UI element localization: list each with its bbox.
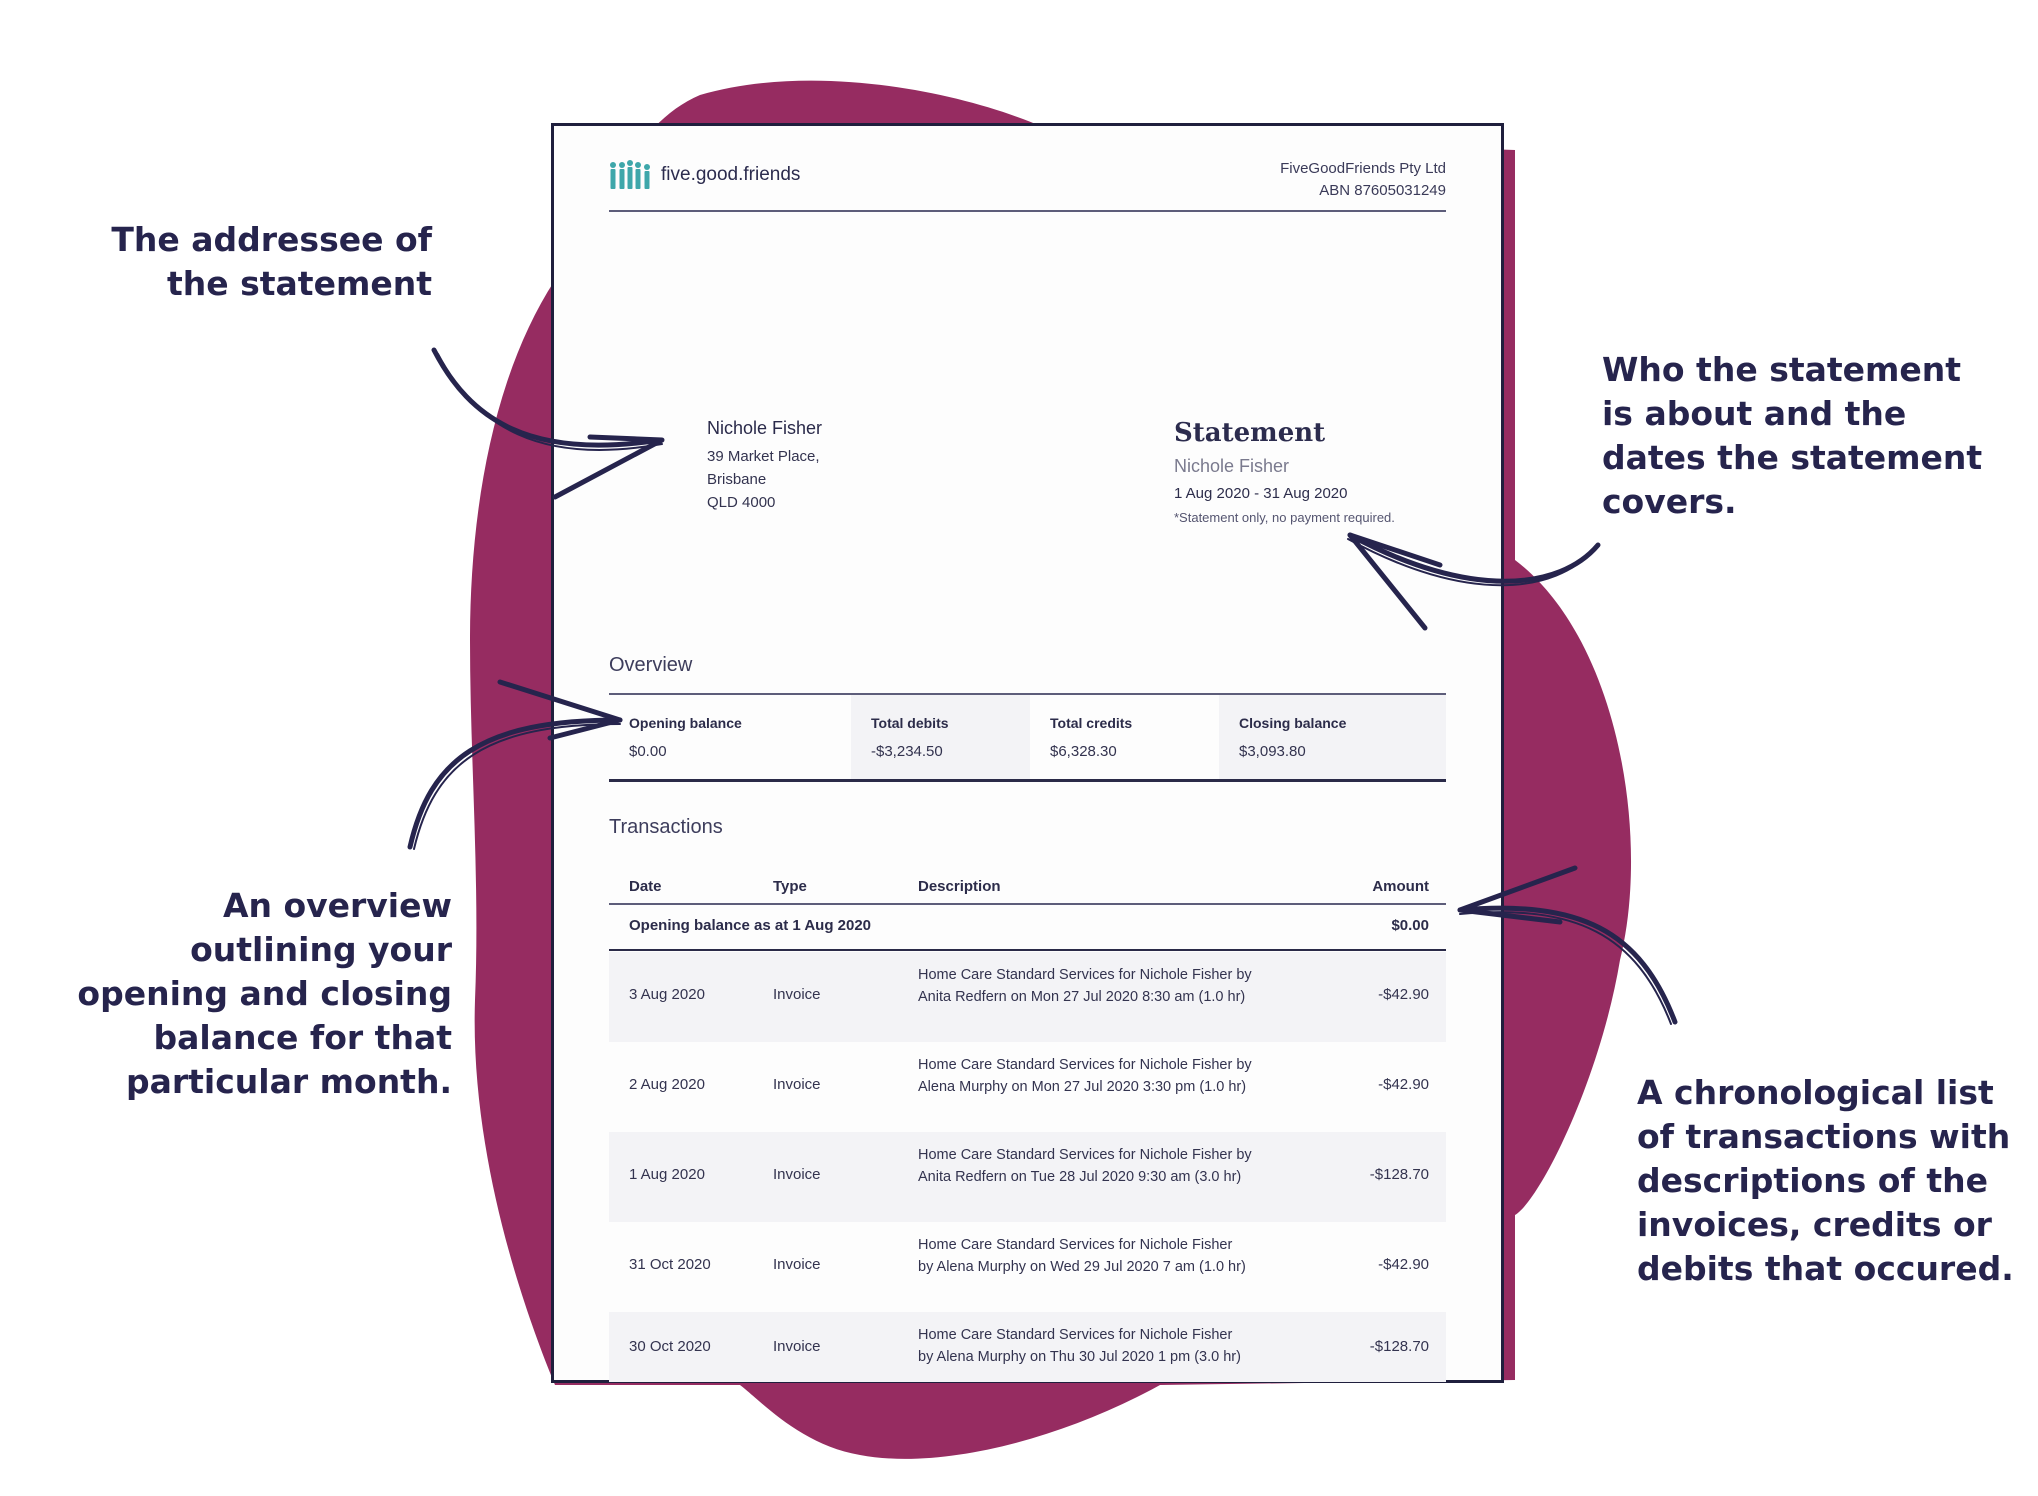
table-row [609, 1312, 1446, 1382]
row-description-line: Home Care Standard Services for Nichole Fisher by [918, 967, 1252, 983]
people-group-icon [609, 160, 651, 190]
statement-client: Nichole Fisher [1174, 456, 1290, 476]
overview-total-debits [851, 695, 1030, 779]
addressee-name: Nichole Fisher [707, 418, 823, 438]
row-description-line: by Alena Murphy on Wed 29 Jul 2020 7 am (1.0 hr) [918, 1259, 1246, 1275]
overview-value: -$3,234.50 [871, 743, 943, 760]
overview-value: $6,328.30 [1050, 743, 1117, 760]
annotation-overview [40, 884, 452, 1104]
opening-balance-label: Opening balance as at 1 Aug 2020 [629, 917, 872, 934]
row-description-line: Home Care Standard Services for Nichole Fisher by [918, 1147, 1252, 1163]
row-amount: -$42.90 [1378, 1256, 1429, 1273]
row-amount: -$128.70 [1369, 1166, 1429, 1183]
annotation-line: invoices, credits or [1637, 1205, 1992, 1244]
annotation-line: The addressee of [111, 220, 432, 259]
annotation-line: Who the statement [1602, 350, 1962, 389]
document-header [609, 158, 1446, 212]
annotation-line: A chronological list [1637, 1073, 1994, 1112]
row-date: 1 Aug 2020 [629, 1166, 705, 1183]
row-description-line: Anita Redfern on Mon 27 Jul 2020 8:30 am (1.0 hr) [918, 989, 1246, 1005]
opening-balance-amount: $0.00 [1391, 917, 1429, 934]
statement-title: Statement [1174, 418, 1326, 448]
row-type: Invoice [773, 1338, 821, 1355]
annotation-addressee [60, 218, 432, 306]
statement-info [1174, 418, 1395, 525]
row-amount: -$42.90 [1378, 1076, 1429, 1093]
row-type: Invoice [773, 1166, 821, 1183]
statement-document [551, 123, 1504, 1383]
overview-closing-balance [1219, 695, 1446, 779]
overview-label: Closing balance [1239, 715, 1347, 731]
table-row [609, 1042, 1446, 1132]
row-date: 31 Oct 2020 [629, 1256, 711, 1273]
overview-opening-balance [609, 695, 851, 779]
annotation-statement-about [1602, 348, 2022, 524]
row-description [918, 1144, 1308, 1188]
table-row [609, 1132, 1446, 1222]
row-type: Invoice [773, 1076, 821, 1093]
statement-dates: 1 Aug 2020 - 31 Aug 2020 [1174, 485, 1348, 502]
row-description-line: Alena Murphy on Mon 27 Jul 2020 3:30 pm (1.0 hr) [918, 1079, 1247, 1095]
overview-label: Total debits [871, 715, 949, 731]
row-description-line: by Alena Murphy on Thu 30 Jul 2020 1 pm (3.0 hr) [918, 1349, 1241, 1365]
table-row [609, 952, 1446, 1042]
column-header-amount: Amount [1372, 878, 1429, 895]
address-line: QLD 4000 [707, 494, 776, 511]
overview-label: Total credits [1050, 715, 1133, 731]
row-type: Invoice [773, 1256, 821, 1273]
row-description [918, 1054, 1308, 1098]
address-line: Brisbane [707, 471, 767, 488]
annotation-line: of transactions with [1637, 1117, 2011, 1156]
row-amount: -$42.90 [1378, 986, 1429, 1003]
logo-text: five.good.friends [661, 164, 801, 185]
annotation-line: dates the statement [1602, 438, 1983, 477]
row-date: 30 Oct 2020 [629, 1338, 711, 1355]
row-description [918, 1324, 1308, 1368]
overview-total-credits [1030, 695, 1219, 779]
overview-value: $3,093.80 [1239, 743, 1306, 760]
overview-table [609, 693, 1446, 782]
company-logo [609, 160, 800, 190]
table-row [609, 1222, 1446, 1312]
row-type: Invoice [773, 986, 821, 1003]
transactions-title: Transactions [609, 816, 723, 838]
annotation-line: balance for that [153, 1018, 452, 1057]
row-description-line: Home Care Standard Services for Nichole Fisher [918, 1237, 1233, 1253]
addressee-block [707, 418, 822, 514]
annotation-line: An overview [222, 886, 452, 925]
company-name: FiveGoodFriends Pty Ltd [1280, 160, 1446, 177]
annotation-line: debits that occured. [1637, 1249, 2014, 1288]
overview-value: $0.00 [629, 743, 667, 760]
annotation-line: is about and the [1602, 394, 1907, 433]
annotation-line: the statement [166, 264, 432, 303]
annotation-line: descriptions of the [1637, 1161, 1988, 1200]
address-line: 39 Market Place, [707, 448, 820, 465]
company-abn: ABN 87605031249 [1319, 182, 1446, 199]
row-description-line: Home Care Standard Services for Nichole Fisher by [918, 1057, 1252, 1073]
row-date: 3 Aug 2020 [629, 986, 705, 1003]
annotation-transactions [1637, 1071, 2037, 1291]
overview-title: Overview [609, 654, 693, 676]
annotation-line: covers. [1602, 482, 1737, 521]
row-description [918, 964, 1308, 1008]
transactions-list [609, 952, 1446, 1382]
transactions-header-row [609, 858, 1446, 905]
column-header-type: Type [773, 878, 807, 895]
column-header-date: Date [629, 878, 662, 895]
row-date: 2 Aug 2020 [629, 1076, 705, 1093]
row-description-line: Anita Redfern on Tue 28 Jul 2020 9:30 am (3.0 hr) [918, 1169, 1242, 1185]
annotation-line: opening and closing [77, 974, 452, 1013]
annotation-line: outlining your [190, 930, 452, 969]
row-description-line: Home Care Standard Services for Nichole Fisher [918, 1327, 1233, 1343]
annotation-line: particular month. [125, 1062, 452, 1101]
row-description [918, 1234, 1308, 1278]
statement-note: *Statement only, no payment required. [1174, 510, 1395, 525]
company-details [1280, 158, 1446, 202]
overview-label: Opening balance [629, 715, 742, 731]
row-amount: -$128.70 [1369, 1338, 1429, 1355]
opening-balance-row [609, 905, 1446, 951]
column-header-description: Description [918, 878, 1001, 895]
